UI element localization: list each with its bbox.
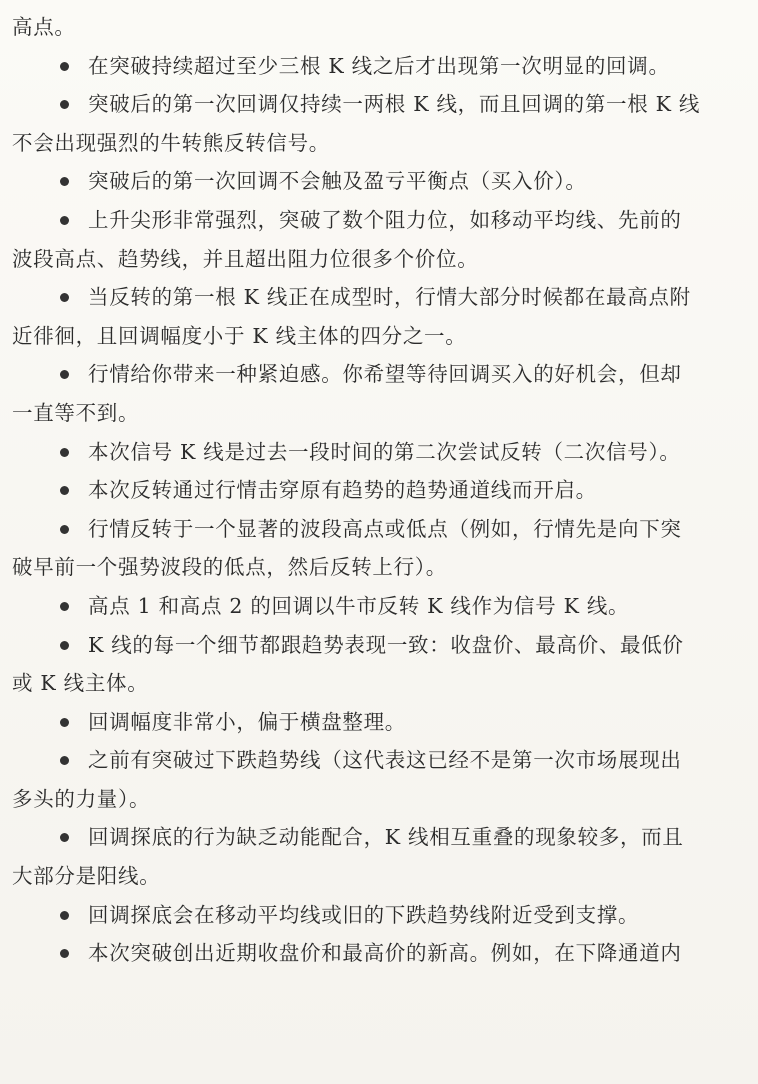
continuation-line xyxy=(12,664,740,703)
line-text: 大部分是阳线。 xyxy=(12,864,161,889)
bullet-item-line xyxy=(12,741,740,780)
line-text: 在突破持续超过至少三根 K 线之后才出现第一次明显的回调。 xyxy=(88,53,670,78)
line-text: 波段高点、趋势线，并且超出阻力位很多个价位。 xyxy=(12,246,479,271)
continuation-line xyxy=(12,394,740,433)
text-body xyxy=(12,8,740,973)
bullet-item-line xyxy=(12,934,740,973)
bullet-dot-icon xyxy=(60,525,69,534)
bullet-item-line xyxy=(12,587,740,626)
bullet-item-line xyxy=(12,703,740,742)
continuation-line xyxy=(12,240,740,279)
bullet-dot-icon xyxy=(60,62,69,71)
continuation-line xyxy=(12,548,740,587)
bullet-item-line xyxy=(12,85,740,124)
bullet-dot-icon xyxy=(60,216,69,225)
line-text: 不会出现强烈的牛转熊反转信号。 xyxy=(12,130,330,155)
bullet-item-line xyxy=(12,355,740,394)
bullet-item-line xyxy=(12,626,740,665)
line-text: 之前有突破过下跌趋势线（这代表这已经不是第一次市场展现出 xyxy=(88,748,682,773)
line-text: 高点 1 和高点 2 的回调以牛市反转 K 线作为信号 K 线。 xyxy=(88,593,630,618)
bullet-dot-icon xyxy=(60,448,69,457)
line-text: 突破后的第一次回调不会触及盈亏平衡点（买入价）。 xyxy=(88,169,587,194)
bullet-item-line xyxy=(12,896,740,935)
line-text: 当反转的第一根 K 线正在成型时，行情大部分时候都在最高点附 xyxy=(88,285,691,310)
bullet-item-line xyxy=(12,433,740,472)
line-text: 一直等不到。 xyxy=(12,400,140,425)
bullet-dot-icon xyxy=(60,911,69,920)
line-text: 突破后的第一次回调仅持续一两根 K 线，而且回调的第一根 K 线 xyxy=(88,92,701,117)
bullet-item-line xyxy=(12,47,740,86)
continuation-line xyxy=(12,124,740,163)
bullet-item-line xyxy=(12,471,740,510)
line-text: 本次信号 K 线是过去一段时间的第二次尝试反转（二次信号）。 xyxy=(88,439,681,464)
line-text: 回调探底的行为缺乏动能配合，K 线相互重叠的现象较多，而且 xyxy=(88,825,684,850)
continuation-line xyxy=(12,780,740,819)
line-text: 多头的力量）。 xyxy=(12,786,151,811)
line-text: 近徘徊，且回调幅度小于 K 线主体的四分之一。 xyxy=(12,323,467,348)
continuation-line xyxy=(12,8,740,47)
bullet-dot-icon xyxy=(60,602,69,611)
line-text: 破早前一个强势波段的低点，然后反转上行）。 xyxy=(12,555,447,580)
bullet-item-line xyxy=(12,201,740,240)
bullet-item-line xyxy=(12,278,740,317)
line-text: 高点。 xyxy=(12,15,76,39)
line-text: 或 K 线主体。 xyxy=(12,671,149,696)
bullet-item-line xyxy=(12,818,740,857)
line-text: 回调幅度非常小，偏于横盘整理。 xyxy=(88,709,406,734)
bullet-item-line xyxy=(12,510,740,549)
line-text: 行情反转于一个显著的波段高点或低点（例如，行情先是向下突 xyxy=(88,516,682,541)
line-text: 行情给你带来一种紧迫感。你希望等待回调买入的好机会，但却 xyxy=(88,362,682,387)
bullet-dot-icon xyxy=(60,718,69,727)
bullet-dot-icon xyxy=(60,641,69,650)
line-text: K 线的每一个细节都跟趋势表现一致：收盘价、最高价、最低价 xyxy=(88,632,684,657)
continuation-line xyxy=(12,317,740,356)
continuation-line xyxy=(12,857,740,896)
line-text: 本次突破创出近期收盘价和最高价的新高。例如，在下降通道内 xyxy=(88,941,682,966)
line-text: 回调探底会在移动平均线或旧的下跌趋势线附近受到支撑。 xyxy=(88,902,640,927)
bullet-item-line xyxy=(12,162,740,201)
line-text: 本次反转通过行情击穿原有趋势的趋势通道线而开启。 xyxy=(88,478,597,503)
line-text: 上升尖形非常强烈，突破了数个阻力位，如移动平均线、先前的 xyxy=(88,207,682,232)
